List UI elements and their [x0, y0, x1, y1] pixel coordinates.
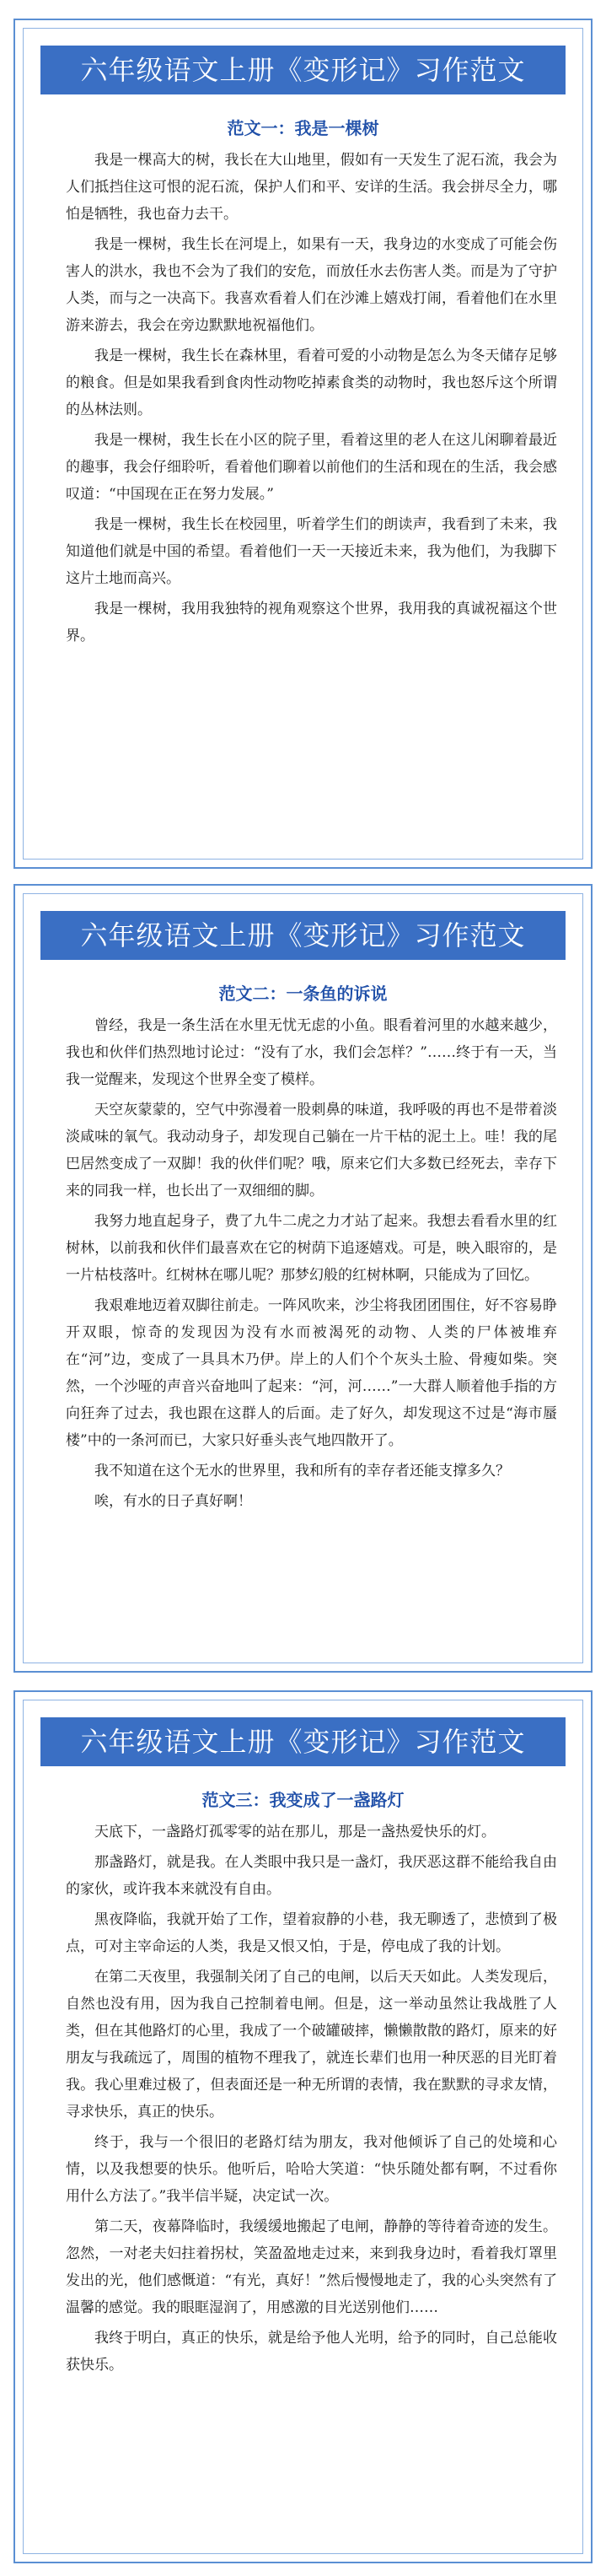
- paragraph: 我终于明白，真正的快乐，就是给予他人光明，给予的同时，自己总能收获快乐。: [66, 2330, 557, 2374]
- paragraph: 我是一棵树，我生长在森林里，看着可爱的小动物是怎么为冬天储存足够的粮食。但是如果我看到食肉性动物吃掉素食类的动物时，我也怒斥这个所谓的丛林法则。: [66, 348, 557, 418]
- article-subtitle: 范文三：我变成了一盏路灯: [201, 1790, 405, 1810]
- article-card-1: [13, 19, 593, 869]
- paragraph: 我不知道在这个无水的世界里，我和所有的幸存者还能支撑多久？: [94, 1463, 510, 1479]
- paragraph: 在第二天夜里，我强制关闭了自己的电闸，以后天天如此。人类发现后，自然也没有用，因为我自己控制着电闸。但是，这一举动虽然让我战胜了人类，但在其他路灯的心里，我成了一个破罐破摔，懒懒散散的路灯，原来的好朋友与我疏远了，周围的植物不理我了，就连长辈们也用一种厌恶的目光盯着我。我心里难过极了，但表面还是一种无所谓的表情，我在默默的寻求友情，寻求快乐，真正的快乐。: [66, 1969, 557, 2121]
- article-body: [66, 1819, 557, 2382]
- article-card-3: [13, 1690, 593, 2563]
- paragraph: 唉，有水的日子真好啊！: [94, 1493, 252, 1510]
- paragraph: 天底下，一盏路灯孤零零的站在那儿，那是一盏热爱快乐的灯。: [94, 1824, 496, 1840]
- article-body: [66, 147, 557, 653]
- paragraph: 曾经，我是一条生活在水里无忧无虑的小鱼。眼看着河里的水越来越少，我也和伙伴们热烈地讨论过：“没有了水，我们会怎样？”……终于有一天，当我一觉醒来，发现这个世界全变了模样。: [66, 1017, 557, 1088]
- paragraph: 我是一棵树，我用我独特的视角观察这个世界，我用我的真诚祝福这个世界。: [66, 601, 557, 644]
- paragraph: 第二天，夜幕降临时，我缓缓地搬起了电闸，静静的等待着奇迹的发生。忽然，一对老夫妇拄着拐杖，笑盈盈地走过来，来到我身边时，看着我灯罩里发出的光，他们感慨道：“有光，真好！”然后慢慢地走了，我的心头突然有了温馨的感觉。我的眼眶湿润了，用感激的目光送别他们……: [66, 2218, 557, 2316]
- article-banner: 六年级语文上册《变形记》习作范文: [40, 911, 566, 960]
- paragraph: 黑夜降临，我就开始了工作，望着寂静的小巷，我无聊透了，悲愤到了极点，可对主宰命运的人类，我是又恨又怕，于是，停电成了我的计划。: [66, 1911, 557, 1955]
- article-card-2: [13, 884, 593, 1673]
- article-body: [66, 1012, 557, 1518]
- paragraph: 那盏路灯，就是我。在人类眼中我只是一盏灯，我厌恶这群不能给我自由的家伙，或许我本来就没有自由。: [66, 1854, 557, 1898]
- paragraph: 终于，我与一个很旧的老路灯结为朋友，我对他倾诉了自己的处境和心情，以及我想要的快乐。他听后，哈哈大笑道：“快乐随处都有啊，不过看你用什么方法了。”我半信半疑，决定试一次。: [66, 2134, 557, 2205]
- paragraph: 我是一棵树，我生长在校园里，听着学生们的朗读声，我看到了未来，我知道他们就是中国的希望。看着他们一天一天接近未来，我为他们，为我脚下这片土地而高兴。: [66, 516, 557, 587]
- paragraph: 我是一棵树，我生长在小区的院子里，看着这里的老人在这儿闲聊着最近的趣事，我会仔细聆听，看着他们聊着以前他们的生活和现在的生活，我会感叹道：“中国现在正在努力发展。”: [66, 432, 557, 503]
- article-banner: 六年级语文上册《变形记》习作范文: [40, 1717, 566, 1766]
- paragraph: 我是一棵高大的树，我长在大山地里，假如有一天发生了泥石流，我会为人们抵挡住这可恨的泥石流，保护人们和平、安详的生活。我会拼尽全力，哪怕是牺牲，我也奋力去干。: [66, 152, 557, 223]
- paragraph: 我是一棵树，我生长在河堤上，如果有一天，我身边的水变成了可能会伤害人的洪水，我也不会为了我们的安危，而放任水去伤害人类。而是为了守护人类，而与之一决高下。我喜欢看着人们在沙滩上嬉戏打闹，看着他们在水里游来游去，我会在旁边默默地祝福他们。: [66, 236, 557, 334]
- paragraph: 我艰难地迈着双脚往前走。一阵风吹来，沙尘将我团团围住，好不容易睁开双眼，惊奇的发现因为没有水而被渴死的动物、人类的尸体被堆弃在“河”边，变成了一具具木乃伊。岸上的人们个个灰头土脸、骨瘦如柴。突然，一个沙哑的声音兴奋地叫了起来：“河，河……”一大群人顺着他手指的方向狂奔了过去，我也跟在这群人的后面。走了好久，却发现这不过是“海市蜃楼”中的一条河而已，大家只好垂头丧气地四散开了。: [66, 1297, 557, 1449]
- paragraph: 我努力地直起身子，费了九牛二虎之力才站了起来。我想去看看水里的红树林，以前我和伙伴们最喜欢在它的树荫下追逐嬉戏。可是，映入眼帘的，是一片枯枝落叶。红树林在哪儿呢？那梦幻般的红树林啊，只能成为了回忆。: [66, 1213, 557, 1284]
- article-subtitle: 范文一：我是一棵树: [227, 118, 379, 138]
- article-banner: 六年级语文上册《变形记》习作范文: [40, 46, 566, 94]
- article-subtitle: 范文二：一条鱼的诉说: [218, 984, 388, 1004]
- paragraph: 天空灰蒙蒙的，空气中弥漫着一股刺鼻的味道，我呼吸的再也不是带着淡淡咸味的氧气。我动动身子，却发现自己躺在一片干枯的泥土上。哇！我的尾巴居然变成了一双脚！我的伙伴们呢？哦，原来它们大多数已经死去，幸存下来的同我一样，也长出了一双细细的脚。: [66, 1102, 557, 1199]
